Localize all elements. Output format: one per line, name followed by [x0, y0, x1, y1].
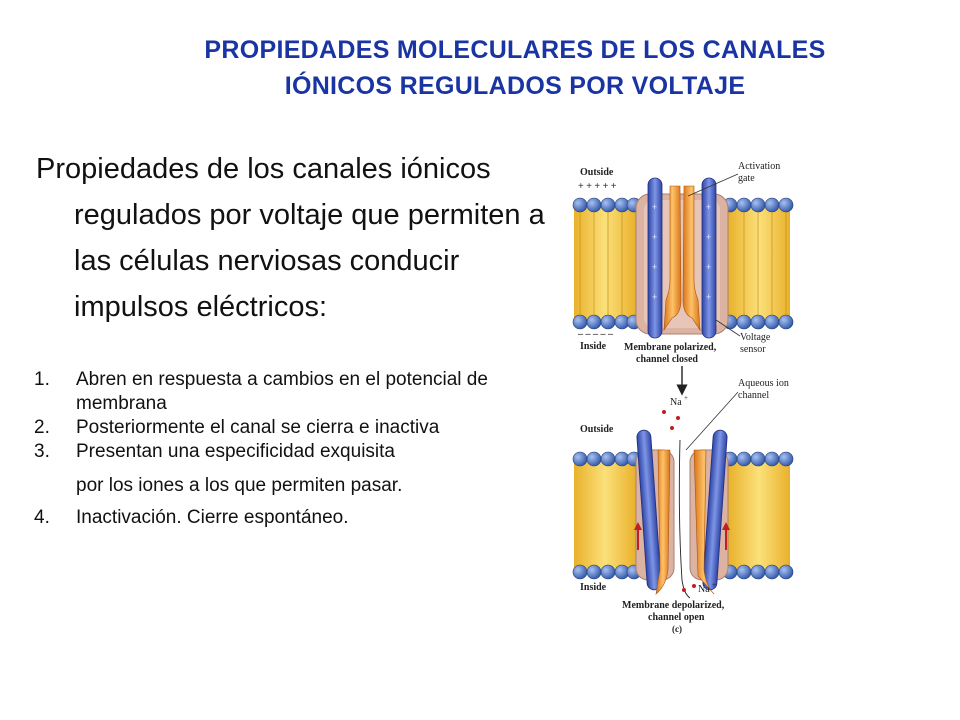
na-ion — [692, 584, 696, 588]
membrane-right-bottom — [723, 452, 793, 579]
slide-title — [60, 32, 960, 104]
label-inside-top: Inside — [580, 341, 607, 352]
svg-text:+: + — [706, 232, 712, 242]
list-item — [34, 416, 554, 440]
panel-label: (c) — [672, 624, 682, 634]
svg-text:+: + — [652, 292, 658, 302]
svg-text:+: + — [652, 232, 658, 242]
list-text-line-2: por los iones a los que permiten pasar. — [76, 475, 403, 496]
membrane-left-bottom — [573, 452, 641, 579]
list-item — [34, 440, 554, 498]
list-text: Inactivación. Cierre espontáneo. — [76, 507, 349, 528]
list-text: Posteriormente el canal se cierra e inactiva — [76, 417, 440, 438]
list-number: 1. — [34, 369, 50, 390]
closed-channel-panel — [573, 161, 793, 390]
caption-top-2: channel closed — [636, 354, 698, 365]
label-voltage-sensor-1: Voltage — [740, 332, 771, 343]
label-outside-bottom: Outside — [580, 424, 614, 435]
na-ion — [676, 416, 680, 420]
list-number: 2. — [34, 417, 50, 438]
label-activation-gate-1: Activation — [738, 161, 781, 172]
open-channel-panel — [573, 378, 793, 634]
leader-aqueous — [686, 392, 738, 450]
label-activation-gate-2: gate — [738, 173, 755, 184]
list-item — [34, 368, 554, 416]
na-ion — [670, 426, 674, 430]
list-number: 4. — [34, 507, 50, 528]
label-aqueous-2: channel — [738, 390, 770, 401]
list-number: 3. — [34, 441, 50, 462]
label-voltage-sensor-2: sensor — [740, 344, 766, 355]
svg-text:+: + — [652, 202, 658, 212]
label-outside-top: Outside — [580, 167, 614, 178]
channel-protein-open — [634, 430, 730, 598]
svg-text:+: + — [684, 394, 688, 402]
na-ion — [662, 410, 666, 414]
channel-protein-closed — [636, 178, 728, 338]
svg-text:+: + — [706, 202, 712, 212]
svg-text:+: + — [652, 262, 658, 272]
list-text-line-1: Presentan una especificidad exquisita — [76, 441, 395, 462]
list-item — [34, 506, 554, 530]
ion-path-arrow — [679, 440, 690, 598]
caption-top-1: Membrane polarized, — [624, 342, 717, 353]
title-line-1: PROPIEDADES MOLECULARES DE LOS CANALES — [204, 36, 826, 64]
na-ion — [682, 588, 686, 592]
properties-list — [34, 368, 554, 530]
svg-text:+: + — [706, 292, 712, 302]
ion-channel-diagram — [560, 150, 800, 640]
intro-paragraph: Propiedades de los canales iónicos regulados por voltaje que permiten a las células nerviosas conducir impulsos eléctricos: — [36, 153, 545, 323]
title-line-2: IÓNICOS REGULADOS POR VOLTAJE — [284, 72, 746, 100]
charges-inside: – – – – – — [578, 329, 613, 340]
svg-text:+: + — [712, 581, 716, 589]
label-aqueous-1: Aqueous ion — [738, 378, 789, 389]
ion-channel-figure — [560, 150, 800, 640]
membrane-right-top — [723, 198, 793, 329]
caption-bottom-1: Membrane depolarized, — [622, 600, 725, 611]
membrane-left-top — [573, 198, 641, 329]
label-inside-bottom: Inside — [580, 582, 607, 593]
label-na-bottom: Na — [698, 584, 710, 595]
charges-outside: + + + + + — [578, 181, 617, 192]
svg-text:+: + — [706, 262, 712, 272]
caption-bottom-2: channel open — [648, 612, 705, 623]
list-text: Abren en respuesta a cambios en el potencial de membrana — [76, 369, 488, 414]
label-na-top: Na — [670, 397, 682, 408]
